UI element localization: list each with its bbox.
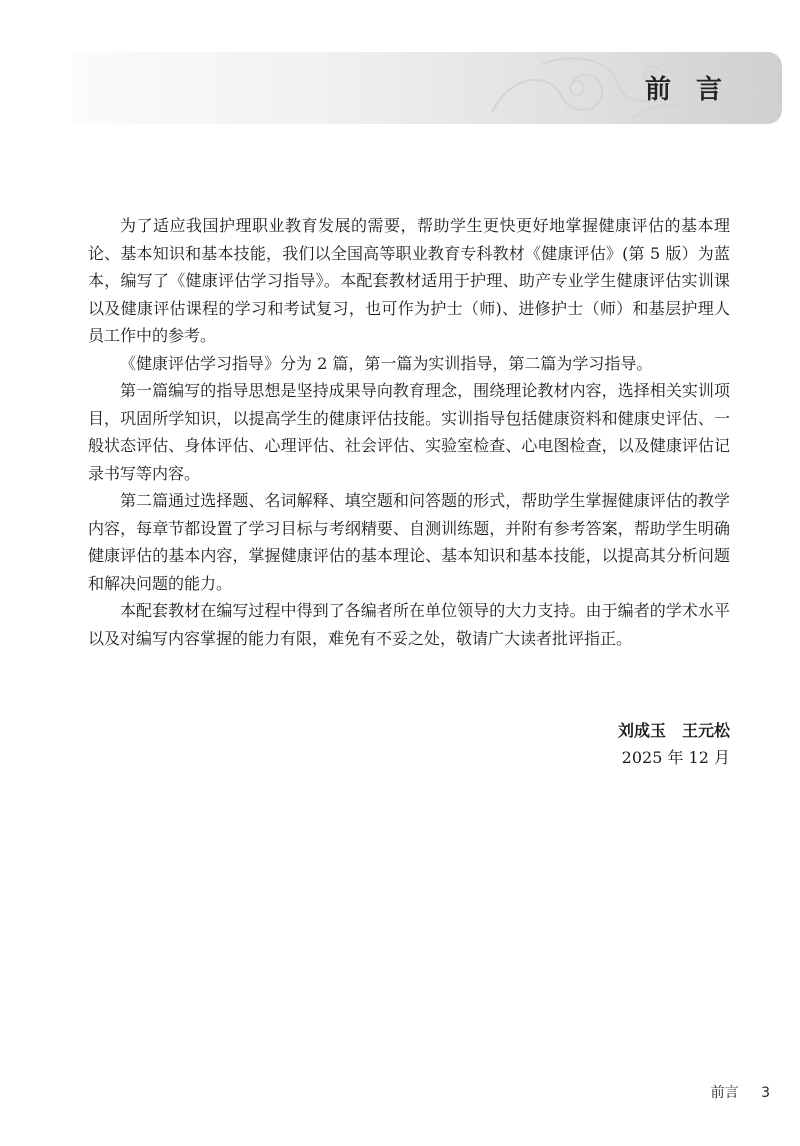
footer-section-label: 前言 bbox=[710, 1085, 739, 1101]
paragraph: 第一篇编写的指导思想是坚持成果导向教育理念，围绕理论教材内容，选择相关实训项目，巩固所学知识，以提高学生的健康评估技能。实训指导包括健康资料和健康史评估、一般状态评估、身体评估、心理评估、社会评估、实验室检查、心电图检查，以及健康评估记录书写等内容。 bbox=[88, 381, 730, 483]
signature-date: 2025 年 12 月 bbox=[621, 748, 730, 767]
page-title: 前 言 bbox=[644, 75, 730, 105]
page-number: 3 bbox=[761, 1085, 770, 1101]
paragraph: 《健康评估学习指导》分为 2 篇，第一篇为实训指导，第二篇为学习指导。 bbox=[120, 353, 653, 373]
preface-body bbox=[88, 212, 730, 652]
paragraph: 为了适应我国护理职业教育发展的需要，帮助学生更快更好地掌握健康评估的基本理论、基本知识和基本技能，我们以全国高等职业教育专科教材《健康评估》(第 5 版）为蓝本，编写了《健康评估学习指导》。本配套教材适用于护理、助产专业学生健康评估实训课以及健康评估课程的学习和考试复习，也可作为护士（师)、进修护士（师）和基层护理人员工作中的参考。 bbox=[88, 216, 730, 345]
signature-block bbox=[618, 718, 730, 772]
author-names: 刘成玉 王元松 bbox=[617, 721, 730, 740]
paragraph: 本配套教材在编写过程中得到了各编者所在单位领导的大力支持。由于编者的学术水平以及对编写内容掌握的能力有限，难免有不妥之处，敬请广大读者批评指正。 bbox=[88, 601, 730, 648]
paragraph: 第二篇通过选择题、名词解释、填空题和问答题的形式，帮助学生掌握健康评估的教学内容，每章节都设置了学习目标与考纲精要、自测训练题，并附有参考答案，帮助学生明确健康评估的基本内容，掌握健康评估的基本理论、基本知识和基本技能，以提高其分析问题和解决问题的能力。 bbox=[88, 491, 730, 593]
header-band bbox=[72, 52, 782, 124]
page-footer bbox=[711, 1082, 770, 1102]
